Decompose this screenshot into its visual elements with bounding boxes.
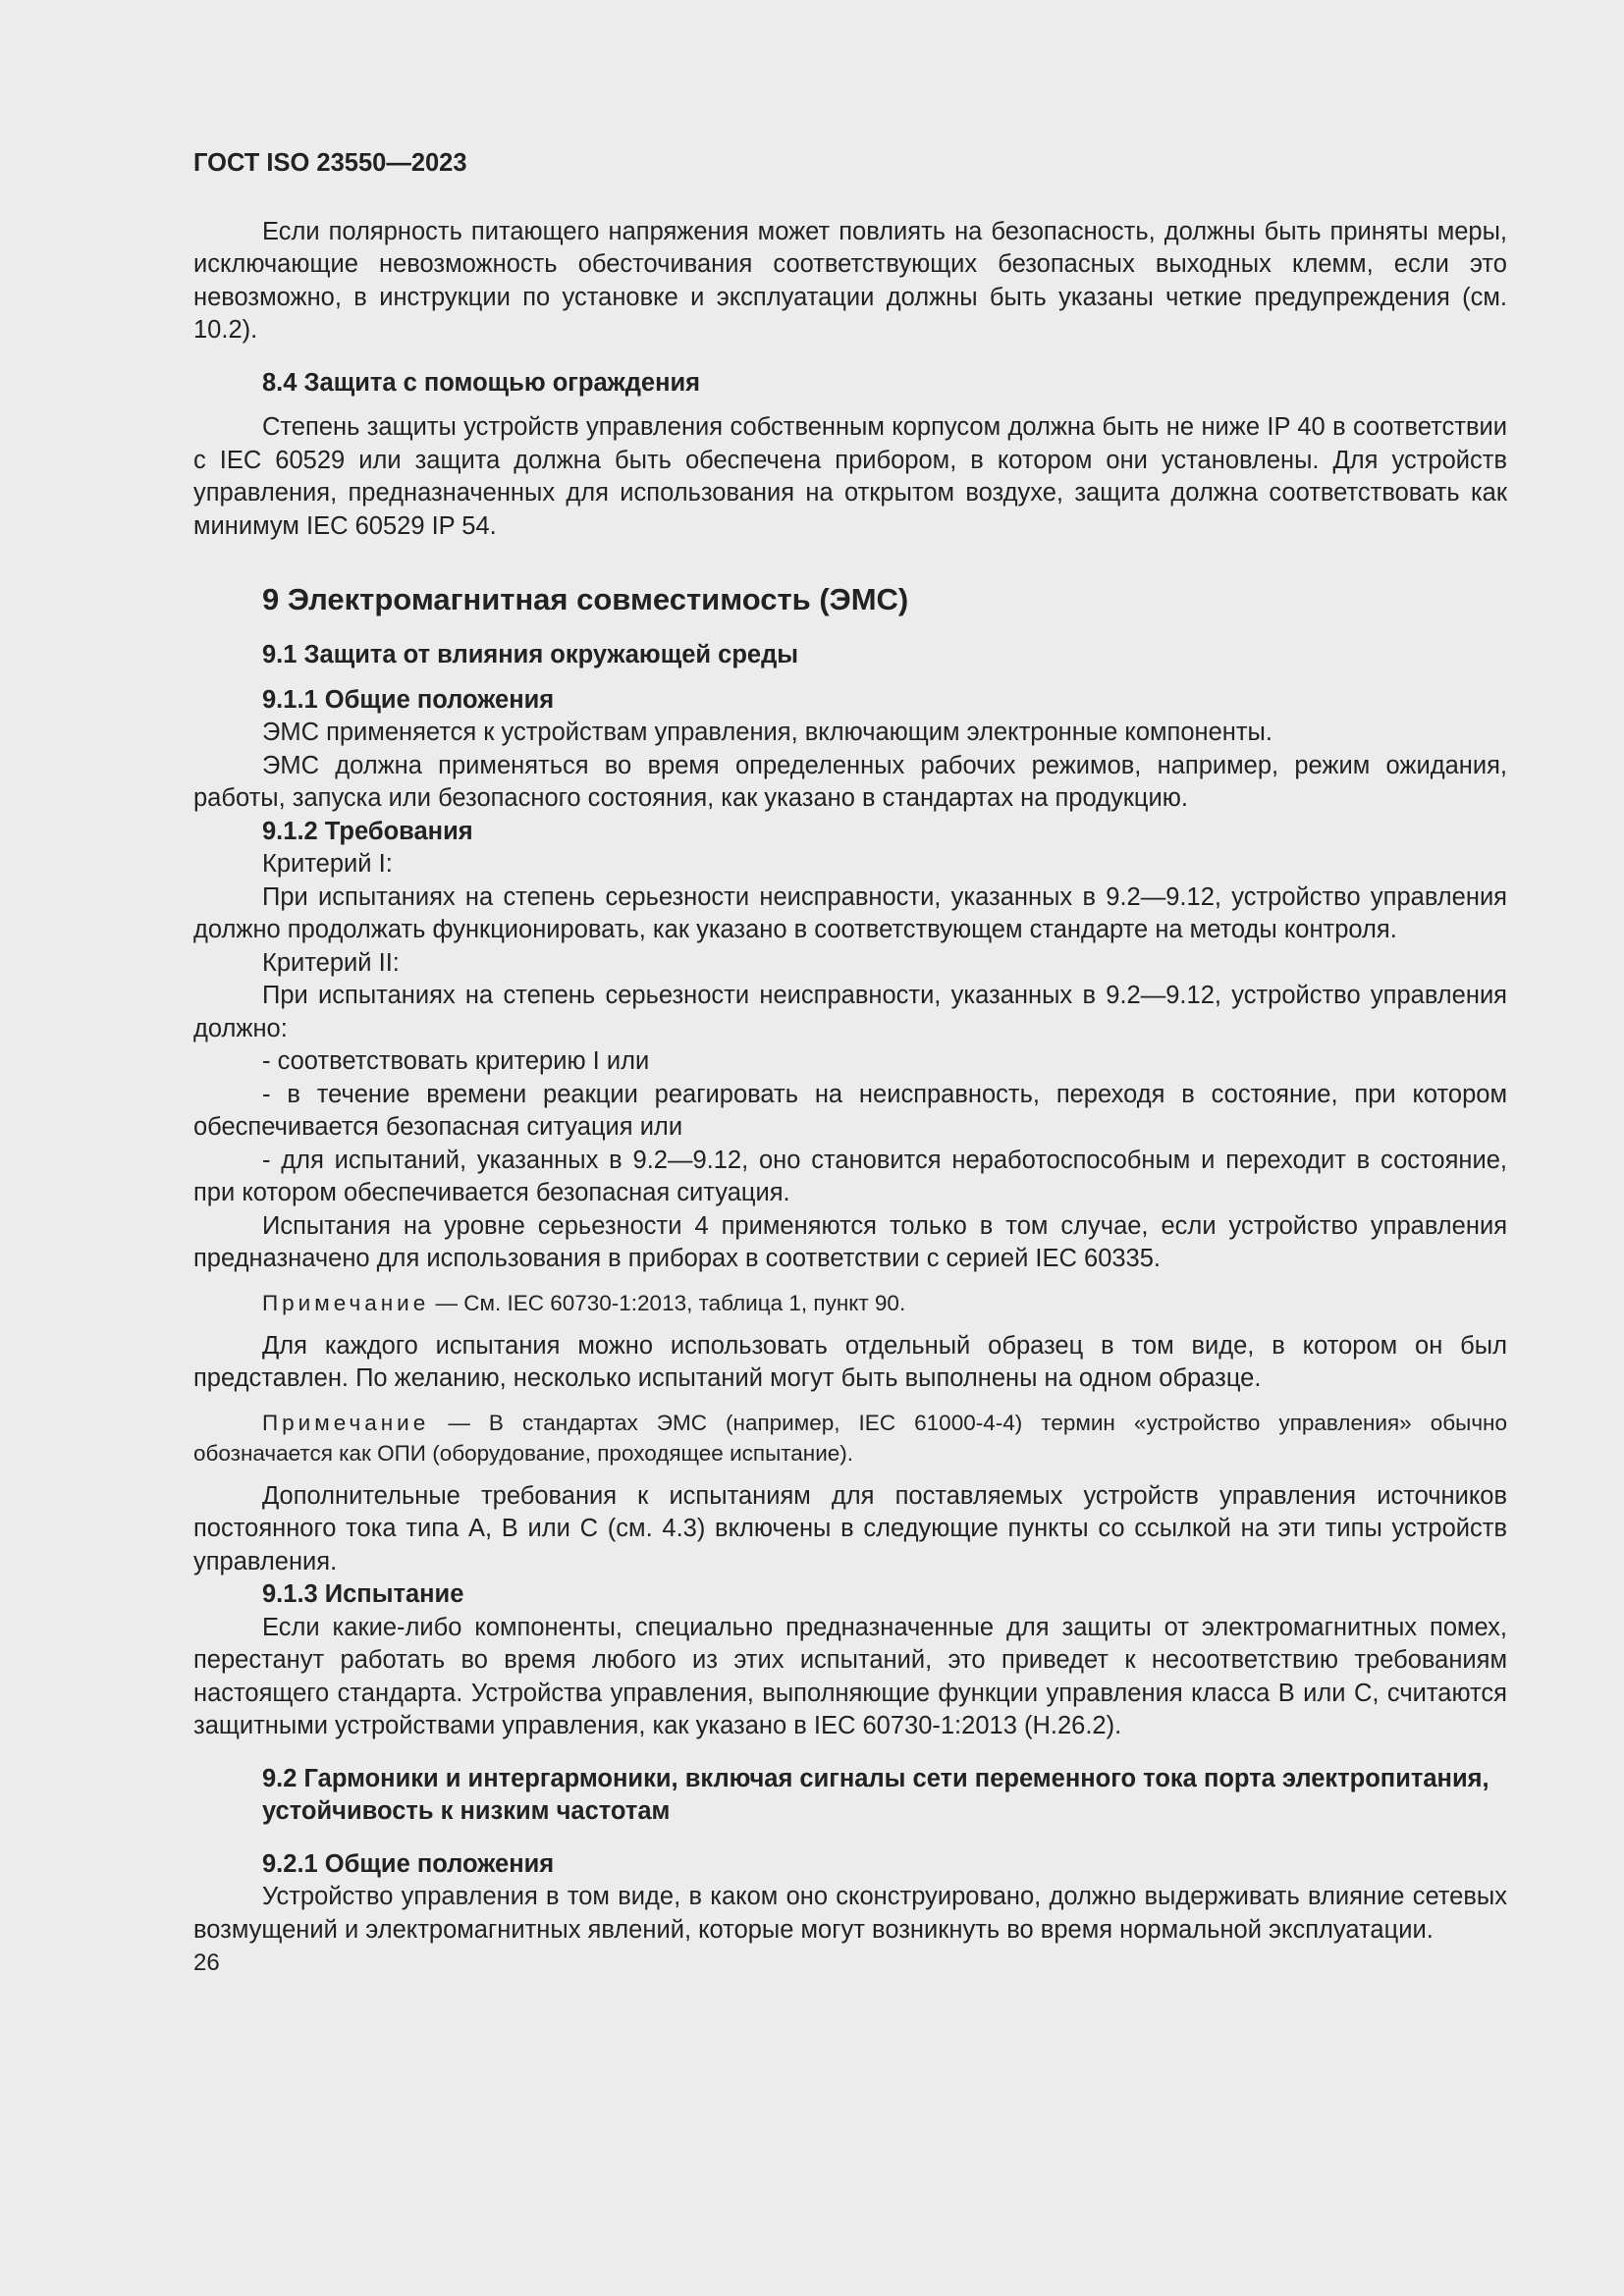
heading-9-1-1: 9.1.1 Общие положения: [262, 685, 555, 714]
paragraph-8-4: Степень защиты устройств управления собственным корпусом должна быть не ниже IP 40 в соответствии с IEC 60529 или защита должна быть обеспечена прибором, в котором они установлены. Для устройств управления, предназначенных для использования на открытом воздухе, защита должна соответствовать как минимум IEC 60529 IP 54.: [193, 413, 1507, 540]
heading-9-1: 9.1 Защита от влияния окружающей среды: [262, 641, 799, 668]
heading-9-1-2: 9.1.2 Требования: [262, 817, 473, 845]
criterion-1-label: Критерий I:: [262, 850, 393, 878]
note-2: [193, 1408, 1507, 1468]
document-header: ГОСТ ISO 23550—2023: [193, 149, 467, 177]
paragraph-9-2-1: Устройство управления в том виде, в каком оно сконструировано, должно выдерживать влияние сетевых возмущений и электромагнитных явлений, которые могут возникнуть во время нормальной эксплуатации.: [193, 1883, 1507, 1944]
paragraph-sample: Для каждого испытания можно использовать отдельный образец в том виде, в котором он был представлен. По желанию, несколько испытаний могут быть выполнены на одном образце.: [193, 1331, 1507, 1392]
paragraph-9-1-1-b: ЭМС должна применяться во время определенных рабочих режимов, например, режим ожидания, работы, запуска или безопасного состояния, как указано в стандартах на продукцию.: [193, 751, 1507, 812]
list-item: - соответствовать критерию I или: [262, 1047, 650, 1075]
heading-9: 9 Электромагнитная совместимость (ЭМС): [262, 582, 909, 616]
paragraph-polarity: Если полярность питающего напряжения может повлиять на безопасность, должны быть приняты меры, исключающие невозможность обесточивания соответствующих безопасных выходных клемм, если это невозможно, в инструкции по установке и эксплуатации должны быть указаны четкие предупреждения (см. 10.2).: [193, 217, 1507, 344]
list-item: - для испытаний, указанных в 9.2—9.12, оно становится неработоспособным и переходит в состояние, при котором обеспечивается безопасная ситуация.: [193, 1146, 1507, 1206]
heading-9-2: 9.2 Гармоники и интергармоники, включая сигналы сети переменного тока порта электропитания, устойчивость к низким частотам: [262, 1764, 1489, 1825]
paragraph-9-1-3: Если какие-либо компоненты, специально предназначенные для защиты от электромагнитных помех, перестанут работать во время любого из этих испытаний, это приведет к несоответствию требованиям настоящего стандарта. Устройства управления, выполняющие функции управления класса B или C, считаются защитными устройствами управления, как указано в IEC 60730-1:2013 (H.26.2).: [193, 1613, 1507, 1739]
paragraph-9-1-1-a: ЭМС применяется к устройствам управления, включающим электронные компоненты.: [262, 719, 1272, 746]
heading-9-2-1: 9.2.1 Общие положения: [262, 1849, 555, 1878]
paragraph-level-4: Испытания на уровне серьезности 4 применяются только в том случае, если устройство управления предназначено для использования в приборах в соответствии с серией IEC 60335.: [193, 1211, 1507, 1272]
note-label: Примечание: [262, 1410, 430, 1435]
note-1-text: — См. IEC 60730-1:2013, таблица 1, пункт 90.: [429, 1290, 906, 1315]
note-2-text: — В стандартах ЭМС (например, IEC 61000-4-4) термин «устройство управления» обычно обозначается как ОПИ (оборудование, проходящее испытание).: [193, 1410, 1507, 1466]
list-item: - в течение времени реакции реагировать на неисправность, переходя в состояние, при котором обеспечивается безопасная ситуация или: [193, 1080, 1507, 1141]
note-label: Примечание: [262, 1290, 430, 1315]
page-number: 26: [193, 1949, 220, 1976]
paragraph-criterion-2: При испытаниях на степень серьезности неисправности, указанных в 9.2—9.12, устройство управления должно:: [193, 982, 1507, 1042]
criterion-2-label: Критерий II:: [262, 948, 400, 977]
paragraph-additional: Дополнительные требования к испытаниям для поставляемых устройств управления источников постоянного тока типа A, B или C (см. 4.3) включены в следующие пункты со ссылкой на эти типы устройств управления.: [193, 1481, 1507, 1575]
note-1: [193, 1288, 1507, 1318]
paragraph-criterion-1: При испытаниях на степень серьезности неисправности, указанных в 9.2—9.12, устройство управления должно продолжать функционировать, как указано в соответствующем стандарте на методы контроля.: [193, 882, 1507, 943]
heading-9-1-3: 9.1.3 Испытание: [262, 1580, 464, 1608]
document-page: [193, 147, 1507, 1980]
heading-8-4: 8.4 Защита с помощью ограждения: [262, 368, 701, 397]
